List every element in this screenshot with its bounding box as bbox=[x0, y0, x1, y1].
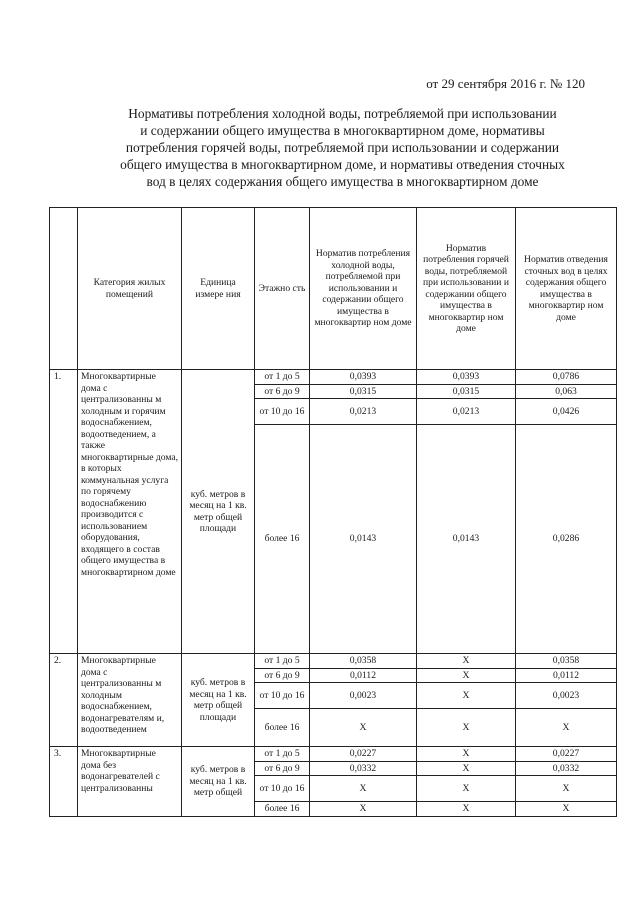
table-row bbox=[50, 654, 617, 669]
header-waste-water: Норматив отведения сточных вод в целях содержания общего имущества в многоквартир ном доме bbox=[516, 208, 617, 370]
waste-water-cell: 0,0023 bbox=[516, 683, 617, 709]
title-line: потребления горячей воды, потребляемой при использовании и содержании bbox=[125, 140, 560, 155]
floors-cell: от 10 до 16 bbox=[255, 776, 310, 802]
header-num bbox=[50, 208, 78, 370]
title-line: вод в целях содержания общего имущества в многоквартирном доме bbox=[146, 174, 539, 189]
row-number: 1. bbox=[50, 370, 78, 654]
hot-water-cell: 0,0315 bbox=[417, 384, 516, 399]
cold-water-cell: 0,0143 bbox=[310, 425, 417, 654]
unit-cell: куб. метров в месяц на 1 кв. метр общей площади bbox=[182, 370, 255, 654]
norms-table bbox=[49, 207, 617, 817]
cold-water-cell: 0,0227 bbox=[310, 747, 417, 762]
waste-water-cell: X bbox=[516, 776, 617, 802]
hot-water-cell: X bbox=[417, 776, 516, 802]
category-cell: Многоквартирные дома без водонагревателей с централизованны bbox=[78, 747, 182, 817]
header-unit: Единица измере ния bbox=[182, 208, 255, 370]
waste-water-cell: 0,0332 bbox=[516, 761, 617, 776]
waste-water-cell: 0,0286 bbox=[516, 425, 617, 654]
floors-cell: от 1 до 5 bbox=[255, 747, 310, 762]
waste-water-cell: X bbox=[516, 709, 617, 747]
cold-water-cell: 0,0393 bbox=[310, 370, 417, 385]
header-floors: Этажно сть bbox=[255, 208, 310, 370]
hot-water-cell: 0,0143 bbox=[417, 425, 516, 654]
floors-cell: более 16 bbox=[255, 802, 310, 817]
waste-water-cell: 0,0786 bbox=[516, 370, 617, 385]
cold-water-cell: 0,0023 bbox=[310, 683, 417, 709]
document-title bbox=[70, 105, 615, 190]
title-line: и содержании общего имущества в многоквартирном доме, нормативы bbox=[140, 123, 545, 138]
floors-cell: от 10 до 16 bbox=[255, 683, 310, 709]
table-row bbox=[50, 747, 617, 762]
table-header-row bbox=[50, 208, 617, 370]
cold-water-cell: X bbox=[310, 709, 417, 747]
row-number: 2. bbox=[50, 654, 78, 747]
hot-water-cell: 0,0393 bbox=[417, 370, 516, 385]
floors-cell: от 1 до 5 bbox=[255, 654, 310, 669]
table-row bbox=[50, 370, 617, 385]
header-hot-water: Норматив потребления горячей воды, потребляемой при использовании и содержании общего имущества в многоквартир ном доме bbox=[417, 208, 516, 370]
header-category: Категория жилых помещений bbox=[78, 208, 182, 370]
waste-water-cell: 0,0227 bbox=[516, 747, 617, 762]
row-number: 3. bbox=[50, 747, 78, 817]
document-date-number: от 29 сентября 2016 г. № 120 bbox=[426, 76, 585, 91]
hot-water-cell: X bbox=[417, 683, 516, 709]
cold-water-cell: 0,0315 bbox=[310, 384, 417, 399]
hot-water-cell: X bbox=[417, 747, 516, 762]
floors-cell: от 10 до 16 bbox=[255, 399, 310, 425]
unit-cell: куб. метров в месяц на 1 кв. метр общей bbox=[182, 747, 255, 817]
hot-water-cell: X bbox=[417, 802, 516, 817]
floors-cell: более 16 bbox=[255, 709, 310, 747]
hot-water-cell: X bbox=[417, 709, 516, 747]
floors-cell: от 1 до 5 bbox=[255, 370, 310, 385]
hot-water-cell: X bbox=[417, 761, 516, 776]
cold-water-cell: 0,0112 bbox=[310, 668, 417, 683]
floors-cell: более 16 bbox=[255, 425, 310, 654]
unit-cell: куб. метров в месяц на 1 кв. метр общей площади bbox=[182, 654, 255, 747]
floors-cell: от 6 до 9 bbox=[255, 761, 310, 776]
waste-water-cell: 0,0426 bbox=[516, 399, 617, 425]
cold-water-cell: 0,0358 bbox=[310, 654, 417, 669]
floors-cell: от 6 до 9 bbox=[255, 384, 310, 399]
hot-water-cell: X bbox=[417, 668, 516, 683]
cold-water-cell: X bbox=[310, 802, 417, 817]
title-line: общего имущества в многоквартирном доме, и нормативы отведения сточных bbox=[120, 157, 565, 172]
category-cell: Многоквартирные дома с централизованны м холодным и горячим водоснабжением, водоотведением, а также многоквартирные дома, в которых коммунальная услуга по горячему водоснабжению производится с использованием оборудования, входящего в состав общего имущества в многоквартирном доме bbox=[78, 370, 182, 654]
cold-water-cell: 0,0332 bbox=[310, 761, 417, 776]
waste-water-cell: 0,0112 bbox=[516, 668, 617, 683]
cold-water-cell: X bbox=[310, 776, 417, 802]
cold-water-cell: 0,0213 bbox=[310, 399, 417, 425]
waste-water-cell: 0,0358 bbox=[516, 654, 617, 669]
waste-water-cell: 0,063 bbox=[516, 384, 617, 399]
waste-water-cell: X bbox=[516, 802, 617, 817]
floors-cell: от 6 до 9 bbox=[255, 668, 310, 683]
hot-water-cell: X bbox=[417, 654, 516, 669]
header-cold-water: Норматив потребления холодной воды, потребляемой при использовании и содержании общего имущества в многоквартир ном доме bbox=[310, 208, 417, 370]
title-line: Нормативы потребления холодной воды, потребляемой при использовании bbox=[128, 106, 557, 121]
category-cell: Многоквартирные дома с централизованны м холодным водоснабжением, водонагревателям и, водоотведением bbox=[78, 654, 182, 747]
hot-water-cell: 0,0213 bbox=[417, 399, 516, 425]
